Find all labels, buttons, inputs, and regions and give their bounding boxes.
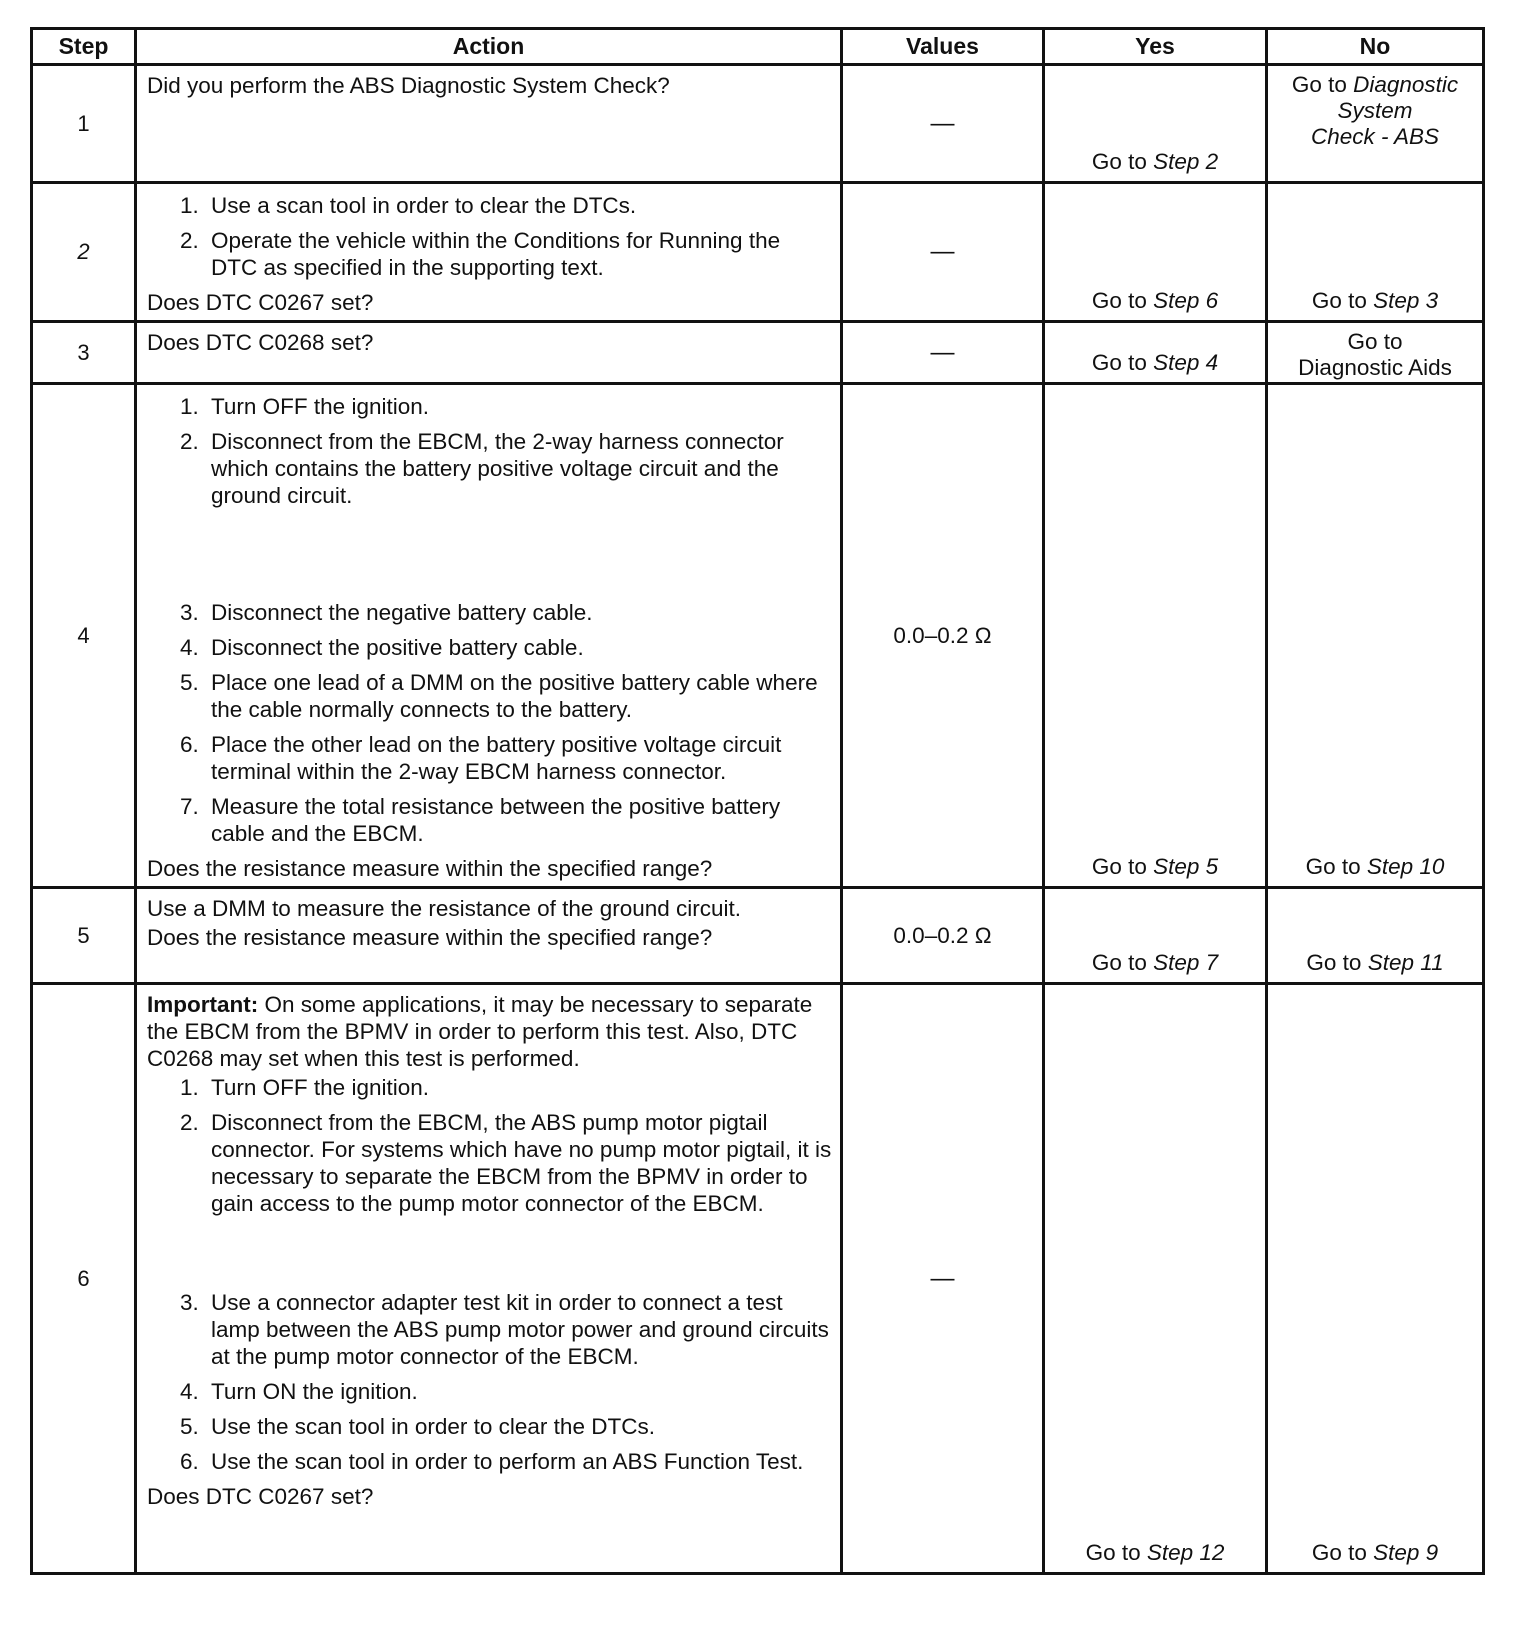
no-target: Diagnostic xyxy=(1353,72,1459,97)
goto-label: Go to xyxy=(1311,288,1367,313)
important-text: On some applications, it may be necessary to separate the EBCM from the BPMV in order to perform this test. Also, DTC C0268 may set when this test is performed. xyxy=(147,992,813,1071)
header-action: Action xyxy=(136,29,842,65)
step-list xyxy=(147,1289,832,1475)
step-list xyxy=(147,1074,832,1217)
value-cell: — xyxy=(842,322,1044,384)
yes-target: Step 7 xyxy=(1153,950,1219,975)
diagnostic-table xyxy=(30,27,1485,1575)
step-number: 5 xyxy=(32,888,136,984)
step-number: 4 xyxy=(32,384,136,888)
yes-cell xyxy=(1044,888,1267,984)
goto-label: Go to xyxy=(1091,350,1147,375)
goto-label: Go to xyxy=(1091,288,1147,313)
yes-target: Step 12 xyxy=(1146,1540,1225,1565)
important-note xyxy=(147,991,832,1072)
question-text: Does DTC C0267 set? xyxy=(147,1484,374,1509)
goto-label: Go to xyxy=(1305,854,1361,879)
no-target: Step 3 xyxy=(1373,288,1439,313)
no-target: Check - ABS xyxy=(1311,124,1439,149)
goto-label: Go to xyxy=(1311,1540,1367,1565)
table-row xyxy=(32,984,1484,1574)
no-cell xyxy=(1267,888,1484,984)
table-row xyxy=(32,888,1484,984)
value-cell: — xyxy=(842,984,1044,1574)
no-target: Step 10 xyxy=(1366,854,1445,879)
list-item: 5. Use the scan tool in order to clear the DTCs. xyxy=(205,1413,832,1440)
no-line: Go to xyxy=(1347,329,1403,354)
figure-gap xyxy=(147,517,832,597)
step-number: 2 xyxy=(32,183,136,322)
action-text: Use a DMM to measure the resistance of the ground circuit. xyxy=(147,896,742,921)
goto-label: Go to xyxy=(1091,854,1147,879)
list-item: 1. Turn OFF the ignition. xyxy=(205,393,832,420)
list-item: 4. Turn ON the ignition. xyxy=(205,1378,832,1405)
value-cell: 0.0–0.2 Ω xyxy=(842,384,1044,888)
list-item: 3. Disconnect the negative battery cable. xyxy=(205,599,832,626)
table-row xyxy=(32,322,1484,384)
header-values: Values xyxy=(842,29,1044,65)
header-step: Step xyxy=(32,29,136,65)
yes-target: Step 2 xyxy=(1153,149,1219,174)
no-cell xyxy=(1267,984,1484,1574)
list-item: 6. Use the scan tool in order to perform an ABS Function Test. xyxy=(205,1448,832,1475)
yes-cell xyxy=(1044,322,1267,384)
header-yes: Yes xyxy=(1044,29,1267,65)
no-target: Step 11 xyxy=(1367,950,1444,975)
list-item: 1. Turn OFF the ignition. xyxy=(205,1074,832,1101)
yes-cell xyxy=(1044,65,1267,183)
question-text: Does DTC C0267 set? xyxy=(147,290,374,315)
step-number: 3 xyxy=(32,322,136,384)
list-item: 5. Place one lead of a DMM on the positive battery cable where the cable normally connects to the battery. xyxy=(205,669,832,723)
value-cell: 0.0–0.2 Ω xyxy=(842,888,1044,984)
value-cell: — xyxy=(842,183,1044,322)
action-cell xyxy=(136,183,842,322)
step-list xyxy=(147,393,832,509)
question-text: Did you perform the ABS Diagnostic System Check? xyxy=(147,73,670,98)
question-text: Does DTC C0268 set? xyxy=(147,330,374,355)
step-list xyxy=(147,192,832,281)
question-text: Does the resistance measure within the specified range? xyxy=(147,925,713,950)
step-number: 1 xyxy=(32,65,136,183)
figure-gap xyxy=(147,1225,832,1287)
no-target: System xyxy=(1337,98,1413,123)
no-cell xyxy=(1267,322,1484,384)
important-label: Important: xyxy=(147,992,259,1017)
goto-label: Go to xyxy=(1306,950,1362,975)
no-cell xyxy=(1267,65,1484,183)
step-list xyxy=(147,599,832,847)
action-cell xyxy=(136,984,842,1574)
action-cell xyxy=(136,384,842,888)
list-item: 3. Use a connector adapter test kit in order to connect a test lamp between the ABS pump motor power and ground circuits at the pump motor connector of the EBCM. xyxy=(205,1289,832,1370)
yes-cell xyxy=(1044,984,1267,1574)
no-line: Diagnostic Aids xyxy=(1298,355,1452,380)
no-cell xyxy=(1267,384,1484,888)
yes-target: Step 6 xyxy=(1153,288,1219,313)
table-row xyxy=(32,384,1484,888)
action-cell xyxy=(136,322,842,384)
table-row xyxy=(32,65,1484,183)
list-item: 6. Place the other lead on the battery positive voltage circuit terminal within the 2-way EBCM harness connector. xyxy=(205,731,832,785)
yes-target: Step 4 xyxy=(1153,350,1219,375)
goto-label: Go to xyxy=(1085,1540,1141,1565)
yes-cell xyxy=(1044,183,1267,322)
goto-label: Go to xyxy=(1091,950,1147,975)
yes-cell xyxy=(1044,384,1267,888)
table-row xyxy=(32,183,1484,322)
step-number: 6 xyxy=(32,984,136,1574)
yes-target: Step 5 xyxy=(1153,854,1219,879)
list-item: 2. Disconnect from the EBCM, the 2-way harness connector which contains the battery positive voltage circuit and the ground circuit. xyxy=(205,428,832,509)
list-item: 2. Operate the vehicle within the Conditions for Running the DTC as specified in the supporting text. xyxy=(205,227,832,281)
list-item: 7. Measure the total resistance between the positive battery cable and the EBCM. xyxy=(205,793,832,847)
goto-label: Go to xyxy=(1091,149,1147,174)
header-row xyxy=(32,29,1484,65)
action-cell xyxy=(136,888,842,984)
no-cell xyxy=(1267,183,1484,322)
goto-label: Go to xyxy=(1291,72,1347,97)
value-cell: — xyxy=(842,65,1044,183)
header-no: No xyxy=(1267,29,1484,65)
no-target: Step 9 xyxy=(1373,1540,1439,1565)
question-text: Does the resistance measure within the specified range? xyxy=(147,856,713,881)
list-item: 1. Use a scan tool in order to clear the DTCs. xyxy=(205,192,832,219)
list-item: 4. Disconnect the positive battery cable. xyxy=(205,634,832,661)
list-item: 2. Disconnect from the EBCM, the ABS pump motor pigtail connector. For systems which have no pump motor pigtail, it is necessary to separate the EBCM from the BPMV in order to gain access to the pump motor connector of the EBCM. xyxy=(205,1109,832,1217)
action-cell xyxy=(136,65,842,183)
